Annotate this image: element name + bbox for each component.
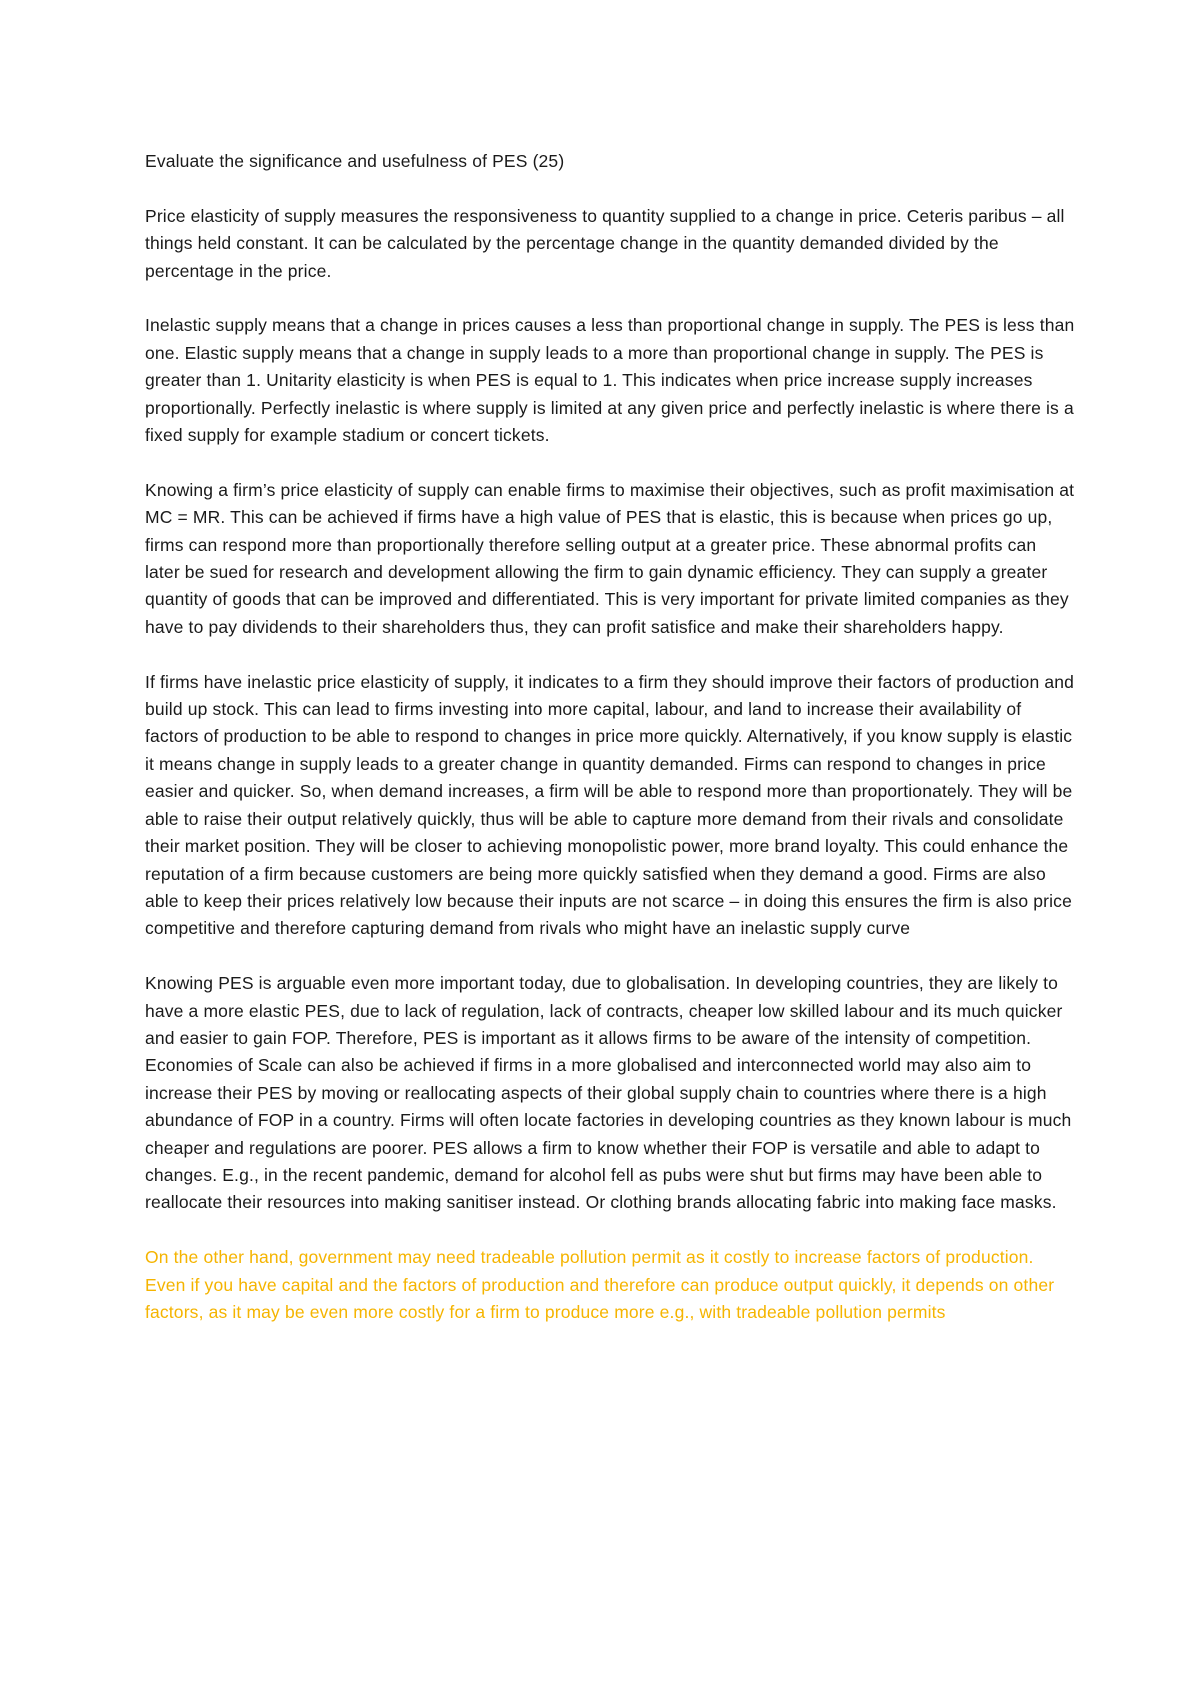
paragraph-counterargument-highlighted: On the other hand, government may need tradeable pollution permit as it costly to increase factors of production. Even if you have capital and the factors of production and therefore can produce output quickly, it depends on other factors, as it may be even more costly for a firm to produce more e.g., with tradeable pollution permits	[145, 1247, 1055, 1322]
document-body	[145, 148, 1075, 1354]
paragraph-objectives: Knowing a firm’s price elasticity of supply can enable firms to maximise their objectives, such as profit maximisation at MC = MR. This can be achieved if firms have a high value of PES that is elastic, this is because when prices go up, firms can respond more than proportionally therefore selling output at a greater price. These abnormal profits can later be sued for research and development allowing the firm to gain dynamic efficiency. They can supply a greater quantity of goods that can be improved and differentiated. This is very important for private limited companies as they have to pay dividends to their shareholders thus, they can profit satisfice and make their shareholders happy.	[145, 479, 1075, 637]
essay-question: Evaluate the significance and usefulness of PES (25)	[145, 151, 565, 171]
paragraph-elastic-inelastic: Inelastic supply means that a change in prices causes a less than proportional change in supply. The PES is less than one. Elastic supply means that a change in supply leads to a more than proportional change in supply. The PES is greater than 1. Unitarity elasticity is when PES is equal to 1. This indicates when price increase supply increases proportionally. Perfectly inelastic is where supply is limited at any given price and perfectly inelastic is where there is a fixed supply for example stadium or concert tickets.	[145, 315, 1075, 446]
paragraph-inelastic-firms: If firms have inelastic price elasticity of supply, it indicates to a firm they should improve their factors of production and build up stock. This can lead to firms investing into more capital, labour, and land to increase their availability of factors of production to be able to respond to changes in price more quickly. Alternatively, if you know supply is elastic it means change in supply leads to a greater change in quantity demanded. Firms can respond to changes in price easier and quicker. So, when demand increases, a firm will be able to respond more than proportionately. They will be able to raise their output relatively quickly, thus will be able to capture more demand from their rivals and consolidate their market position. They will be closer to achieving monopolistic power, more brand loyalty. This could enhance the reputation of a firm because customers are being more quickly satisfied when they demand a good. Firms are also able to keep their prices relatively low because their inputs are not scarce – in doing this ensures the firm is also price competitive and therefore capturing demand from rivals who might have an inelastic supply curve	[145, 671, 1074, 939]
paragraph-globalisation: Knowing PES is arguable even more important today, due to globalisation. In developing countries, they are likely to have a more elastic PES, due to lack of regulation, lack of contracts, cheaper low skilled labour and its much quicker and easier to gain FOP. Therefore, PES is important as it allows firms to be aware of the intensity of competition. Economies of Scale can also be achieved if firms in a more globalised and interconnected world may also aim to increase their PES by moving or reallocating aspects of their global supply chain to countries where there is a high abundance of FOP in a country. Firms will often locate factories in developing countries as they known labour is much cheaper and regulations are poorer. PES allows a firm to know whether their FOP is versatile and able to adapt to changes. E.g., in the recent pandemic, demand for alcohol fell as pubs were shut but firms may have been able to reallocate their resources into making sanitiser instead. Or clothing brands allocating fabric into making face masks.	[145, 973, 1072, 1213]
paragraph-definition: Price elasticity of supply measures the responsiveness to quantity supplied to a change in price. Ceteris paribus – all things held constant. It can be calculated by the percentage change in the quantity demanded divided by the percentage in the price.	[145, 205, 1065, 281]
